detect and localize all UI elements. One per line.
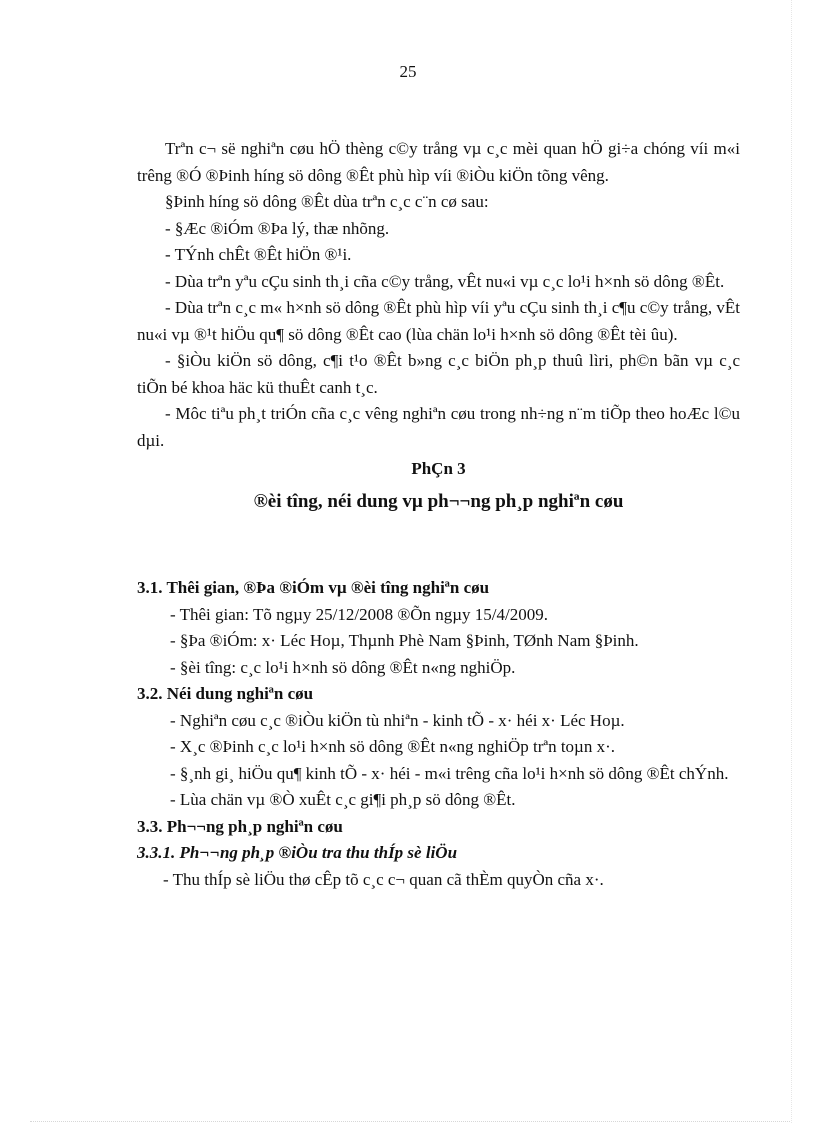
list-item: - Thu thÍp sè liÖu thø cÊp tõ c¸c c¬ quan cã thÈm quyÒn cña x·. bbox=[163, 869, 604, 889]
document-body bbox=[137, 136, 740, 893]
basis-intro: §Þinh híng sö dông ®Êt dùa trªn c¸c c¨n cø sau: bbox=[165, 192, 489, 211]
spacer bbox=[137, 515, 740, 575]
list-item: - X¸c ®Þinh c¸c lo¹i h×nh sö dông ®Êt n«ng nghiÖp trªn toµn x·. bbox=[170, 737, 616, 756]
part-label: PhÇn 3 bbox=[411, 459, 466, 478]
subsection-heading: 3.3.1. Ph¬¬ng ph¸p ®iÒu tra thu thÍp sè liÖu bbox=[137, 843, 458, 862]
basis-item-ecology: - Dùa trªn yªu cÇu sinh th¸i cña c©y trång, vÊt nu«i vµ c¸c lo¹i h×nh sö dông ®Êt. bbox=[165, 271, 725, 291]
page-bottom-border bbox=[30, 1121, 790, 1122]
section-heading: 3.1. Thêi gian, ®Þa ®iÓm vµ ®èi tîng nghiªn cøu bbox=[137, 578, 490, 597]
basis-item-conditions: - §iÒu kiÖn sö dông, c¶i t¹o ®Êt b»ng c¸c biÖn ph¸p thuû lìri, ph©n bãn vµ c¸c tiÕn bé khoa häc kü thuÊt canh t¸c. bbox=[137, 351, 740, 397]
intro-paragraph: Trªn c¬ së nghiªn cøu hÖ thèng c©y trång vµ c¸c mèi quan hÖ gi÷a chóng víi m«i trêng ®Ó ®Þinh híng sö dông ®Êt phù hìp víi ®iÒu kiÖn tõng vêng. bbox=[137, 139, 740, 185]
section-heading: 3.3. Ph¬¬ng ph¸p nghiªn cøu bbox=[137, 816, 343, 836]
list-item: - §Þa ®iÓm: x· Léc Hoµ, Thµnh Phè Nam §Þinh, TØnh Nam §Þinh. bbox=[170, 631, 639, 650]
part-title: ®èi tîng, néi dung vµ ph¬¬ng ph¸p nghiªn cøu bbox=[253, 490, 624, 512]
page-number: 25 bbox=[399, 62, 417, 81]
section-heading: 3.2. Néi dung nghiªn cøu bbox=[137, 684, 314, 703]
basis-item-goals: - Môc tiªu ph¸t triÓn cña c¸c vêng nghiªn cøu trong nh÷ng n¨m tiÕp theo hoÆc l©u dµi. bbox=[137, 404, 740, 450]
list-item: - Thêi gian: Tõ ngµy 25/12/2008 ®Õn ngµy 15/4/2009. bbox=[170, 604, 549, 624]
list-item: - Lùa chän vµ ®Ò xuÊt c¸c gi¶i ph¸p sö dông ®Êt. bbox=[170, 790, 516, 809]
page-edge-line bbox=[791, 0, 792, 1123]
list-item: - §èi tîng: c¸c lo¹i h×nh sö dông ®Êt n«ng nghiÖp. bbox=[170, 657, 516, 677]
list-item: - §¸nh gi¸ hiÖu qu¶ kinh tÕ - x· héi - m«i trêng cña lo¹i h×nh sö dông ®Êt chÝnh. bbox=[170, 763, 729, 783]
list-item: - Nghiªn cøu c¸c ®iÒu kiÖn tù nhiªn - kinh tÕ - x· héi x· Léc Hoµ. bbox=[170, 710, 625, 730]
basis-item-landuse-models: - Dùa trªn c¸c m« h×nh sö dông ®Êt phù hìp víi yªu cÇu sinh th¸i c¶u c©y trång, vÊt nu«i vµ ®¹t hiÖu qu¶ sö dông ®Êt cao (lùa chän lo¹i h×nh sö dông ®Êt tèi ûu). bbox=[137, 298, 740, 344]
basis-item-land-status: - TÝnh chÊt ®Êt hiÖn ®¹i. bbox=[165, 245, 352, 264]
basis-item-geography: - §Æc ®iÓm ®Þa lý, thæ nhõng. bbox=[165, 218, 390, 238]
